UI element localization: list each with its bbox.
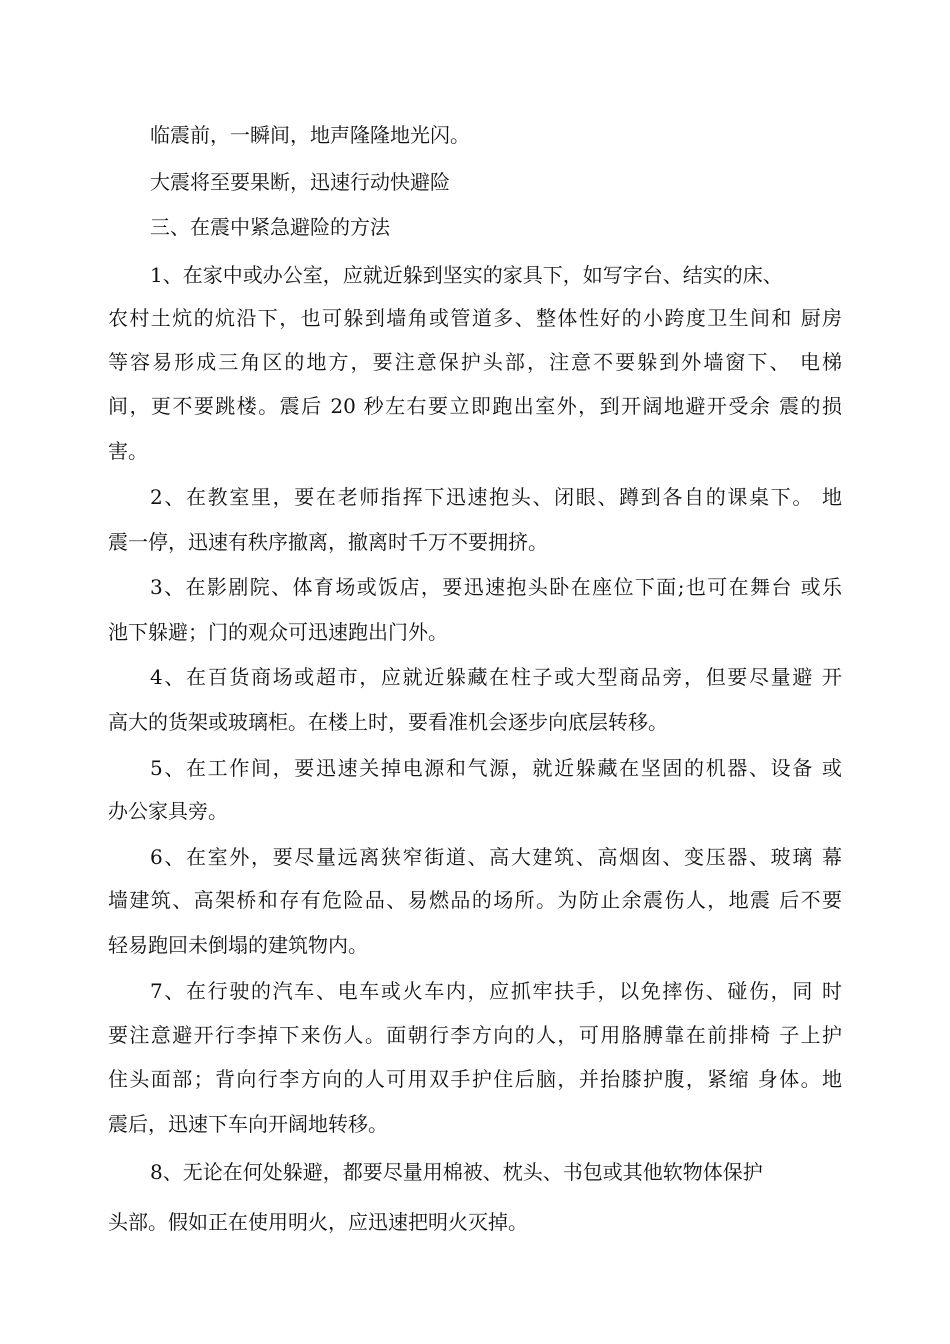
item-4-line-1: 4、在百货商场或超市，应就近躲藏在柱子或大型商品旁，但要尽量避 开 bbox=[150, 665, 842, 689]
item-1-line-5: 害。 bbox=[108, 439, 148, 463]
item-5-line-2: 办公家具旁。 bbox=[108, 799, 228, 823]
item-6-line-3: 轻易跑回未倒塌的建筑物内。 bbox=[108, 933, 368, 957]
item-1-line-2: 农村土炕的炕沿下，也可躲到墙角或管道多、整体性好的小跨度卫生间和 厨房 bbox=[108, 306, 842, 330]
item-7-line-1: 7、在行驶的汽车、电车或火车内，应抓牢扶手，以免摔伤、碰伤，同 时 bbox=[150, 979, 842, 1003]
intro-line-1: 临震前，一瞬间，地声隆隆地光闪。 bbox=[150, 123, 470, 147]
item-2-line-2: 震一停，迅速有秩序撤离，撤离时千万不要拥挤。 bbox=[108, 530, 548, 554]
item-3-line-2: 池下躲避；门的观众可迅速跑出门外。 bbox=[108, 620, 448, 644]
item-7-line-3: 住头面部；背向行李方向的人可用双手护住后脑，并抬膝护腹，紧缩 身体。地 bbox=[108, 1067, 842, 1091]
item-4-line-2: 高大的货架或玻璃柜。在楼上时，要看准机会逐步向底层转移。 bbox=[108, 710, 668, 734]
item-7-line-2: 要注意避开行李掉下来伤人。面朝行李方向的人，可用胳膊靠在前排椅 子上护 bbox=[108, 1023, 842, 1047]
item-1-line-1: 1、在家中或办公室，应就近躲到坚实的家具下，如写字台、结实的床、 bbox=[150, 263, 783, 287]
item-5-line-1: 5、在工作间，要迅速关掉电源和气源，就近躲藏在坚固的机器、设备 或 bbox=[150, 756, 842, 780]
intro-line-2: 大震将至要果断，迅速行动快避险 bbox=[150, 170, 450, 194]
item-6-line-1: 6、在室外，要尽量远离狭窄街道、高大建筑、高烟囱、变压器、玻璃 幕 bbox=[150, 845, 842, 869]
item-7-line-4: 震后，迅速下车向开阔地转移。 bbox=[108, 1112, 388, 1136]
section-heading: 三、在震中紧急避险的方法 bbox=[150, 215, 390, 239]
item-6-line-2: 墙建筑、高架桥和存有危险品、易燃品的场所。为防止余震伤人，地震 后不要 bbox=[108, 888, 842, 912]
item-1-line-3: 等容易形成三角区的地方，要注意保护头部，注意不要躲到外墙窗下、 电梯 bbox=[108, 350, 842, 374]
item-8-line-1: 8、无论在何处躲避，都要尽量用棉被、枕头、书包或其他软物体保护 bbox=[150, 1160, 763, 1184]
item-2-line-1: 2、在教室里，要在老师指挥下迅速抱头、闭眼、蹲到各自的课桌下。 地 bbox=[150, 485, 842, 509]
item-8-line-2: 头部。假如正在使用明火，应迅速把明火灭掉。 bbox=[108, 1210, 528, 1234]
item-3-line-1: 3、在影剧院、体育场或饭店，要迅速抱头卧在座位下面;也可在舞台 或乐 bbox=[150, 575, 842, 599]
item-1-line-4: 间，更不要跳楼。震后 20 秒左右要立即跑出室外，到开阔地避开受余 震的损 bbox=[108, 394, 842, 418]
